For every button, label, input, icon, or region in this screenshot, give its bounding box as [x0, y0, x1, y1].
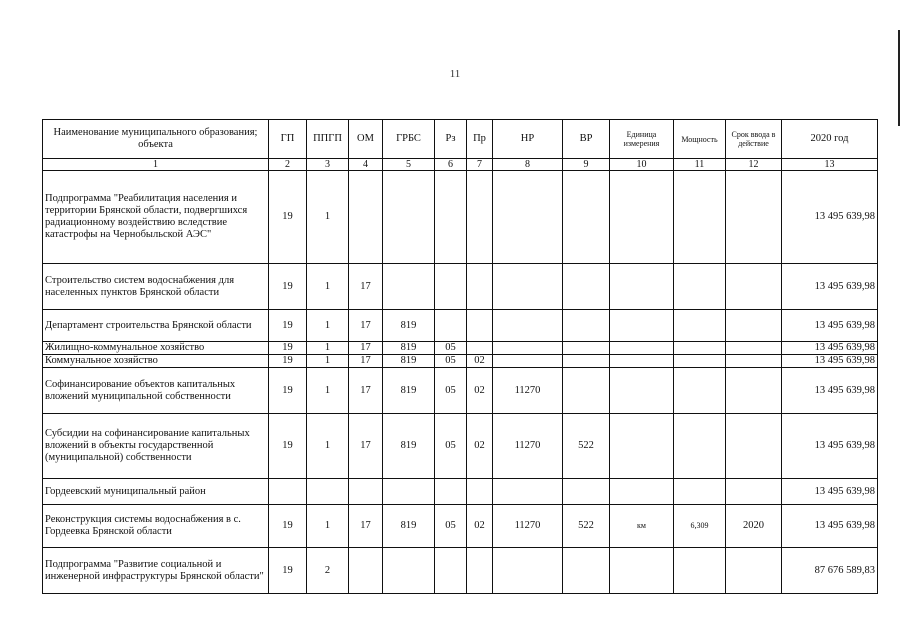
code-cell: [383, 264, 435, 310]
object-name-cell: Субсидии на софинансирование капитальных вложений в объекты государственной (муниципальной) собственности: [43, 414, 269, 479]
code-cell: 522: [563, 505, 610, 548]
code-cell: 2: [307, 548, 349, 594]
code-cell: [726, 548, 782, 594]
code-cell: [726, 479, 782, 505]
header-cell: НР: [493, 120, 563, 159]
header-cell: Единица измерения: [610, 120, 674, 159]
code-cell: [674, 479, 726, 505]
column-number: 6: [435, 159, 467, 171]
column-number: 12: [726, 159, 782, 171]
code-cell: [563, 310, 610, 342]
header-cell: Пр: [467, 120, 493, 159]
amount-cell: 13 495 639,98: [782, 171, 878, 264]
header-cell: Мощность: [674, 120, 726, 159]
code-cell: 17: [349, 414, 383, 479]
column-number: 10: [610, 159, 674, 171]
code-cell: [435, 264, 467, 310]
code-cell: 1: [307, 368, 349, 414]
code-cell: 19: [269, 505, 307, 548]
code-cell: [383, 171, 435, 264]
code-cell: 02: [467, 505, 493, 548]
object-name-cell: Софинансирование объектов капитальных вложений муниципальной собственности: [43, 368, 269, 414]
code-cell: 1: [307, 342, 349, 355]
table-row: [43, 171, 878, 264]
column-number: 13: [782, 159, 878, 171]
code-cell: 819: [383, 355, 435, 368]
code-cell: 1: [307, 171, 349, 264]
code-cell: [307, 479, 349, 505]
object-name-cell: Департамент строительства Брянской области: [43, 310, 269, 342]
code-cell: 11270: [493, 505, 563, 548]
code-cell: [435, 310, 467, 342]
code-cell: 1: [307, 264, 349, 310]
object-name-cell: Строительство систем водоснабжения для населенных пунктов Брянской области: [43, 264, 269, 310]
code-cell: [674, 264, 726, 310]
code-cell: 819: [383, 505, 435, 548]
code-cell: 05: [435, 355, 467, 368]
code-cell: [493, 355, 563, 368]
code-cell: [493, 479, 563, 505]
amount-cell: 13 495 639,98: [782, 310, 878, 342]
code-cell: [435, 171, 467, 264]
header-cell: ОМ: [349, 120, 383, 159]
code-cell: [726, 264, 782, 310]
column-number: 1: [43, 159, 269, 171]
code-cell: 05: [435, 414, 467, 479]
amount-cell: 87 676 589,83: [782, 548, 878, 594]
code-cell: 522: [563, 414, 610, 479]
header-cell: Срок ввода в действие: [726, 120, 782, 159]
code-cell: [674, 342, 726, 355]
table-row: [43, 368, 878, 414]
object-name-cell: Подпрограмма "Реабилитация населения и территории Брянской области, подвергшихся радиационному воздействию вследствие катастрофы на Чернобыльской АЭС": [43, 171, 269, 264]
table-row: [43, 342, 878, 355]
code-cell: [435, 479, 467, 505]
code-cell: 19: [269, 368, 307, 414]
code-cell: [563, 355, 610, 368]
code-cell: 02: [467, 368, 493, 414]
code-cell: [349, 171, 383, 264]
code-cell: [467, 171, 493, 264]
amount-cell: 13 495 639,98: [782, 505, 878, 548]
amount-cell: 13 495 639,98: [782, 264, 878, 310]
code-cell: [563, 264, 610, 310]
code-cell: 11270: [493, 368, 563, 414]
amount-cell: 13 495 639,98: [782, 355, 878, 368]
amount-cell: 13 495 639,98: [782, 342, 878, 355]
code-cell: [674, 355, 726, 368]
column-number: 7: [467, 159, 493, 171]
code-cell: [383, 479, 435, 505]
code-cell: [493, 342, 563, 355]
code-cell: [610, 548, 674, 594]
code-cell: 19: [269, 548, 307, 594]
code-cell: [674, 368, 726, 414]
code-cell: [726, 368, 782, 414]
code-cell: км: [610, 505, 674, 548]
object-name-cell: Жилищно-коммунальное хозяйство: [43, 342, 269, 355]
code-cell: 1: [307, 310, 349, 342]
column-number: 5: [383, 159, 435, 171]
budget-table: [42, 119, 878, 594]
code-cell: 05: [435, 505, 467, 548]
code-cell: 17: [349, 342, 383, 355]
code-cell: [467, 310, 493, 342]
object-name-cell: Коммунальное хозяйство: [43, 355, 269, 368]
code-cell: [726, 342, 782, 355]
object-name-cell: Реконструкция системы водоснабжения в с. Гордеевка Брянской области: [43, 505, 269, 548]
code-cell: [674, 171, 726, 264]
code-cell: 02: [467, 414, 493, 479]
code-cell: [493, 171, 563, 264]
code-cell: [674, 548, 726, 594]
code-cell: 17: [349, 505, 383, 548]
code-cell: [563, 368, 610, 414]
code-cell: [493, 310, 563, 342]
amount-cell: 13 495 639,98: [782, 414, 878, 479]
code-cell: 17: [349, 264, 383, 310]
page-number: 11: [449, 68, 461, 80]
object-name-cell: Подпрограмма "Развитие социальной и инженерной инфраструктуры Брянской области": [43, 548, 269, 594]
code-cell: 05: [435, 342, 467, 355]
code-cell: 19: [269, 342, 307, 355]
code-cell: [610, 355, 674, 368]
code-cell: 819: [383, 342, 435, 355]
code-cell: 05: [435, 368, 467, 414]
code-cell: [349, 548, 383, 594]
code-cell: [610, 368, 674, 414]
code-cell: [563, 342, 610, 355]
code-cell: 17: [349, 310, 383, 342]
code-cell: [383, 548, 435, 594]
code-cell: 6,309: [674, 505, 726, 548]
code-cell: 19: [269, 310, 307, 342]
code-cell: [563, 171, 610, 264]
code-cell: 19: [269, 264, 307, 310]
code-cell: 19: [269, 355, 307, 368]
code-cell: [563, 548, 610, 594]
object-name-cell: Гордеевский муниципальный район: [43, 479, 269, 505]
code-cell: 19: [269, 414, 307, 479]
code-cell: [493, 548, 563, 594]
code-cell: 02: [467, 355, 493, 368]
code-cell: 819: [383, 414, 435, 479]
code-cell: [467, 548, 493, 594]
code-cell: [610, 414, 674, 479]
code-cell: [726, 355, 782, 368]
column-number: 3: [307, 159, 349, 171]
code-cell: [435, 548, 467, 594]
code-cell: [493, 264, 563, 310]
code-cell: [726, 414, 782, 479]
code-cell: [726, 310, 782, 342]
code-cell: 17: [349, 355, 383, 368]
column-number: 9: [563, 159, 610, 171]
amount-cell: 13 495 639,98: [782, 479, 878, 505]
amount-cell: 13 495 639,98: [782, 368, 878, 414]
code-cell: 1: [307, 414, 349, 479]
header-cell: ВР: [563, 120, 610, 159]
code-cell: 17: [349, 368, 383, 414]
code-cell: [610, 310, 674, 342]
code-cell: 19: [269, 171, 307, 264]
column-number: 4: [349, 159, 383, 171]
column-number: 8: [493, 159, 563, 171]
code-cell: [563, 479, 610, 505]
header-cell: 2020 год: [782, 120, 878, 159]
table-row: [43, 479, 878, 505]
code-cell: [726, 171, 782, 264]
table-body: [43, 171, 878, 594]
code-cell: [610, 479, 674, 505]
table-row: [43, 355, 878, 368]
code-cell: [674, 414, 726, 479]
header-cell: ППГП: [307, 120, 349, 159]
code-cell: 1: [307, 355, 349, 368]
header-row: [43, 120, 878, 159]
header-cell: ГРБС: [383, 120, 435, 159]
table-row: [43, 264, 878, 310]
code-cell: [349, 479, 383, 505]
code-cell: 819: [383, 368, 435, 414]
code-cell: 1: [307, 505, 349, 548]
table-row: [43, 505, 878, 548]
code-cell: 819: [383, 310, 435, 342]
column-number: 11: [674, 159, 726, 171]
code-cell: [269, 479, 307, 505]
table-row: [43, 310, 878, 342]
code-cell: [467, 342, 493, 355]
code-cell: [610, 171, 674, 264]
code-cell: [610, 342, 674, 355]
code-cell: [674, 310, 726, 342]
header-cell: ГП: [269, 120, 307, 159]
column-number: 2: [269, 159, 307, 171]
header-cell: Наименование муниципального образования; объекта: [43, 120, 269, 159]
scan-edge-mark: [898, 30, 900, 126]
table-row: [43, 548, 878, 594]
header-cell: Рз: [435, 120, 467, 159]
code-cell: 11270: [493, 414, 563, 479]
code-cell: [467, 264, 493, 310]
column-number-row: [43, 159, 878, 171]
code-cell: [610, 264, 674, 310]
code-cell: [467, 479, 493, 505]
table-row: [43, 414, 878, 479]
code-cell: 2020: [726, 505, 782, 548]
